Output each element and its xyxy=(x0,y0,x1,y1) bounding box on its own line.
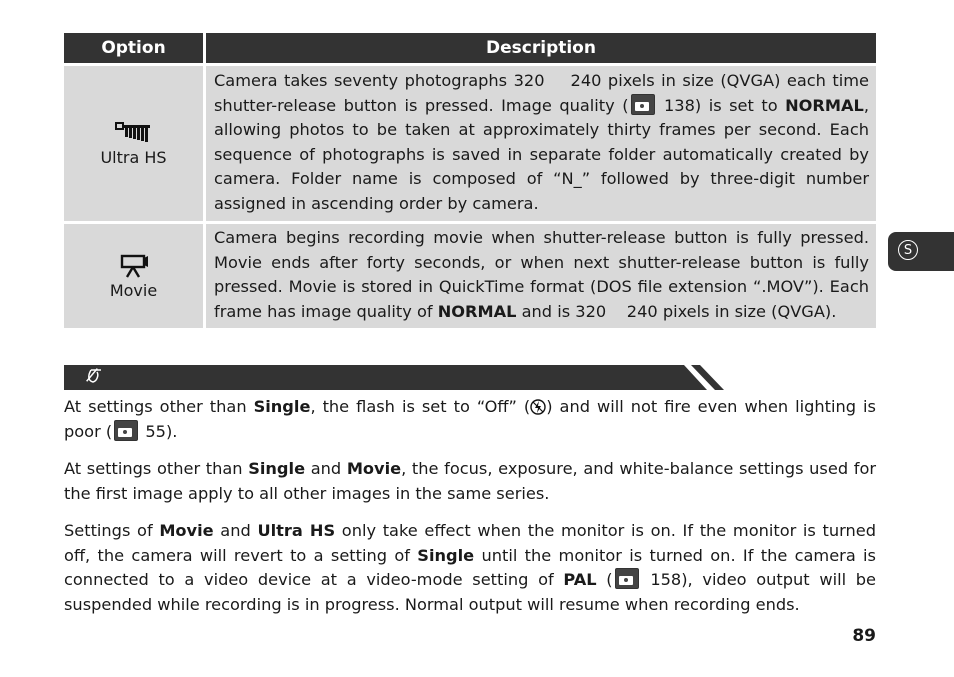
manual-ref-icon xyxy=(631,94,655,115)
description-cell-ultra-hs xyxy=(206,66,876,221)
text-run: At settings other than xyxy=(64,397,254,416)
description-column-header: Description xyxy=(206,33,876,63)
option-label: Ultra HS xyxy=(100,148,167,167)
bold-term: Single xyxy=(417,545,475,565)
text-run: and xyxy=(305,459,347,478)
text-run: , the flash is set to “Off” ( xyxy=(310,397,531,416)
option-label: Movie xyxy=(109,280,158,300)
note-header-bar xyxy=(64,365,724,390)
page-number: 89 xyxy=(852,626,876,646)
section-tab-letter: S xyxy=(898,240,918,260)
text-run: only take effect when the monitor is on. If the monitor is turned off, the camera will revert to a setting of xyxy=(64,521,876,565)
text-run: Camera begins recording movie when shutter-release button is fully pressed. Movie ends after forty seconds, or when next shutter-release button is fully pressed. Movie is stored in QuickTime format (DOS file extension “.MOV”). Each frame has image quality of xyxy=(214,228,869,321)
option-column-header: Option xyxy=(64,33,203,63)
note-paragraph-2 xyxy=(64,457,876,506)
option-cell-ultra-hs xyxy=(64,66,203,221)
text-run: At settings other than xyxy=(64,459,249,478)
bold-term: Movie xyxy=(159,521,214,540)
bold-term: PAL xyxy=(563,570,597,589)
description-text xyxy=(214,228,869,321)
option-cell-movie xyxy=(64,224,203,328)
ultra-hs-icon xyxy=(113,120,155,144)
manual-ref-icon xyxy=(114,420,138,441)
text-run: ) and will not fire even when lighting is poor ( xyxy=(64,397,876,441)
bold-term: Single xyxy=(248,459,306,478)
text-run: ( xyxy=(596,570,613,589)
text-run: , the focus, exposure, and white-balance settings used for the first image apply to all other images in the same series. xyxy=(64,459,876,503)
flash-off-icon xyxy=(530,399,546,415)
bold-term: NORMAL xyxy=(785,95,864,115)
text-run: and is 320 240 pixels in size (QVGA). xyxy=(516,301,837,321)
movie-camera-icon xyxy=(119,253,149,279)
section-tab xyxy=(888,232,954,271)
bold-term: NORMAL xyxy=(437,301,517,321)
text-run: and xyxy=(213,521,258,540)
text-run: Settings of xyxy=(64,521,160,540)
text-run: , allowing photos to be taken at approximately thirty frames per second. Each sequence of photographs is saved in separate folder automatically created by camera. Folder name is composed of “N_” followed by three-digit number assigned in ascending order by camera. xyxy=(214,95,869,213)
description-cell-movie xyxy=(206,224,876,328)
text-run: Camera takes seventy photographs 320 240 pixels in size (QVGA) each time shutter-release button is pressed. Image quality ( xyxy=(214,71,869,115)
note-paragraph-3 xyxy=(64,519,876,617)
text-run: 138) is set to xyxy=(656,95,786,115)
note-paragraph-1 xyxy=(64,395,876,444)
manual-ref-icon xyxy=(615,568,639,589)
text-run: 158), video output will be suspended while recording is in progress. Normal output will resume when recording ends. xyxy=(64,570,876,614)
text-run: until the monitor is turned on. If the camera is connected to a video device at a video-mode setting of xyxy=(64,545,876,589)
description-text xyxy=(214,71,869,213)
text-run: 55). xyxy=(140,421,178,441)
bold-term: Ultra HS xyxy=(257,521,336,540)
bold-term: Single xyxy=(253,397,311,416)
bold-term: Movie xyxy=(346,459,402,478)
